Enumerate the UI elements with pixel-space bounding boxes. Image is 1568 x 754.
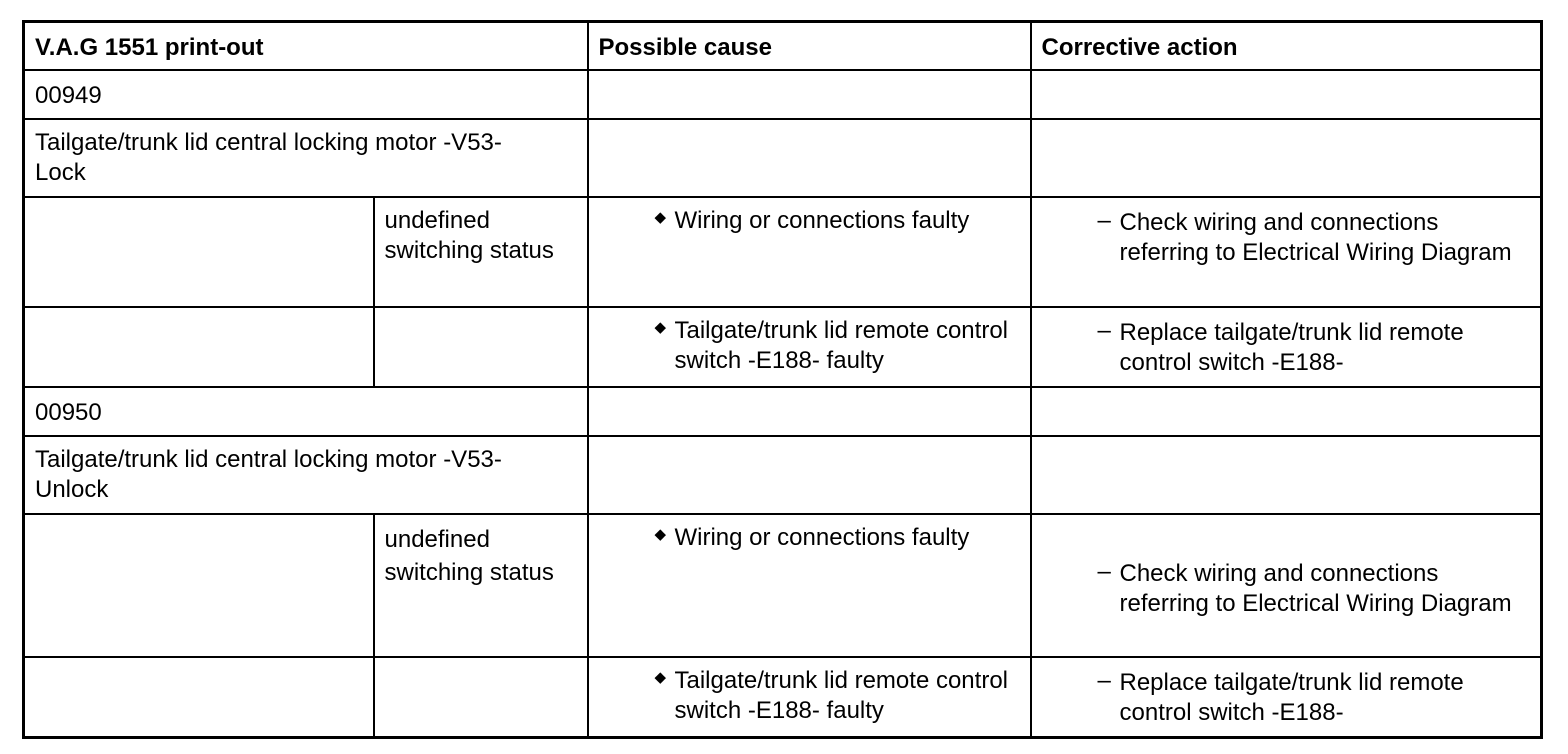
cause-row [24, 307, 1542, 387]
empty-cell [588, 436, 1031, 514]
cause-item [589, 308, 1030, 376]
component-line-2: Unlock [35, 476, 109, 503]
action-item [1032, 658, 1541, 728]
empty-cell [1031, 387, 1542, 436]
action-item [1032, 308, 1541, 378]
status-cell [374, 514, 588, 657]
action-text: Check wiring and connections referring to Electrical Wiring Diagram [1119, 560, 1512, 617]
empty-cell [374, 657, 588, 737]
header-printout-label: V.A.G 1551 print-out [35, 34, 264, 61]
cause-cell [588, 307, 1031, 387]
empty-cell [24, 307, 374, 387]
header-action [1031, 22, 1542, 71]
cause-text: Tailgate/trunk lid remote control switch -E188- faulty [674, 667, 1008, 724]
component-cell [24, 119, 588, 197]
empty-cell [1031, 436, 1542, 514]
cause-text: Tailgate/trunk lid remote control switch -E188- faulty [674, 317, 1008, 374]
cause-cell [588, 657, 1031, 737]
component-name [25, 437, 587, 505]
empty-cell [588, 70, 1031, 119]
diamond-bullet-icon: ◆ [654, 209, 667, 226]
cause-cell [588, 514, 1031, 657]
fault-code-row [24, 387, 1542, 436]
status-row [24, 197, 1542, 307]
action-cell [1031, 307, 1542, 387]
component-row [24, 436, 1542, 514]
empty-cell [1031, 119, 1542, 197]
component-line-1: Tailgate/trunk lid central locking motor -V53- [35, 129, 502, 156]
switching-status: undefined switching status [384, 207, 554, 264]
action-text: Replace tailgate/trunk lid remote control switch -E188- [1119, 669, 1464, 726]
fault-code-table [22, 20, 1543, 739]
diamond-bullet-icon: ◆ [654, 319, 667, 336]
empty-cell [1031, 70, 1542, 119]
empty-cell [374, 307, 588, 387]
fault-code-cell [24, 70, 588, 119]
diamond-bullet-icon: ◆ [654, 526, 667, 543]
component-line-2: Lock [35, 159, 86, 186]
cause-item [589, 515, 1030, 553]
header-printout [24, 22, 588, 71]
cause-item [589, 658, 1030, 726]
switching-status: undefined switching status [384, 526, 554, 586]
component-line-1: Tailgate/trunk lid central locking motor -V53- [35, 446, 502, 473]
diamond-bullet-icon: ◆ [654, 669, 667, 686]
cause-text: Wiring or connections faulty [674, 524, 970, 551]
action-item [1032, 515, 1541, 619]
fault-code: 00950 [35, 399, 102, 426]
header-action-label: Corrective action [1041, 34, 1238, 61]
cause-row [24, 657, 1542, 737]
status-row [24, 514, 1542, 657]
action-text: Check wiring and connections referring to Electrical Wiring Diagram [1119, 209, 1512, 266]
dash-bullet-icon: – [1097, 207, 1111, 234]
table-header-row [24, 22, 1542, 71]
action-cell [1031, 197, 1542, 307]
dash-bullet-icon: – [1097, 317, 1111, 344]
component-name [25, 120, 587, 188]
action-cell [1031, 514, 1542, 657]
fault-code-cell [24, 387, 588, 436]
action-item [1032, 198, 1541, 268]
header-cause-label: Possible cause [598, 34, 772, 61]
header-cause [588, 22, 1031, 71]
cause-cell [588, 197, 1031, 307]
action-text: Replace tailgate/trunk lid remote control switch -E188- [1119, 319, 1464, 376]
empty-cell [24, 657, 374, 737]
empty-cell [588, 119, 1031, 197]
fault-code: 00949 [35, 82, 102, 109]
action-cell [1031, 657, 1542, 737]
dash-bullet-icon: – [1097, 558, 1111, 585]
empty-cell [588, 387, 1031, 436]
status-cell [374, 197, 588, 307]
empty-cell [24, 514, 374, 657]
cause-item [589, 198, 1030, 236]
cause-text: Wiring or connections faulty [674, 207, 970, 234]
empty-cell [24, 197, 374, 307]
fault-code-row [24, 70, 1542, 119]
dash-bullet-icon: – [1097, 667, 1111, 694]
component-cell [24, 436, 588, 514]
component-row [24, 119, 1542, 197]
